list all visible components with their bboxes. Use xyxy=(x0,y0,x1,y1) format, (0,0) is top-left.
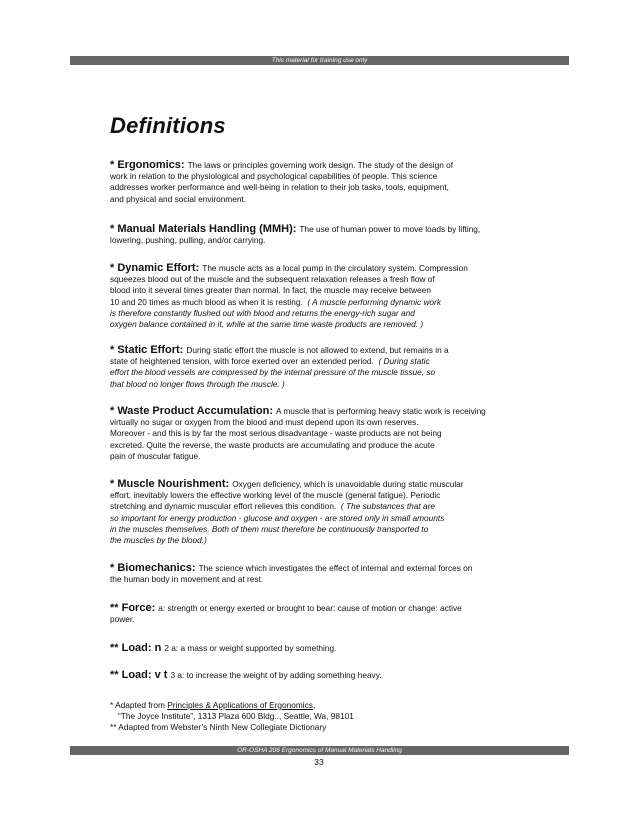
definition-text: blood into it several times greater than normal. In fact, the muscle may receive between xyxy=(110,285,431,296)
definition-text: power. xyxy=(110,614,135,625)
definition-text: pain of muscular fatigue. xyxy=(110,450,201,461)
definition-note: in the muscles themselves. Both of them must therefore be continuously transported to xyxy=(110,523,429,534)
definition-text: 3 a: to increase the weight of by adding something heavy. xyxy=(170,670,382,680)
definition-waste-product-accumulation xyxy=(110,406,530,462)
definition-note: oxygen balance contained in it, while at the same time waste products are removed. ) xyxy=(110,319,424,330)
definition-text: The muscle acts as a local pump in the circulatory system. Compression xyxy=(202,263,468,273)
definition-text: 10 and 20 times as much blood as when it is resting. xyxy=(110,296,303,307)
definition-note: the muscles by the blood.) xyxy=(110,535,207,546)
definition-text: state of heightened tension, with force exerted over an extended period. xyxy=(110,356,374,367)
term-label: ** Load: v t xyxy=(110,669,168,681)
header-band: This material for training use only xyxy=(70,56,569,65)
definition-mmh xyxy=(110,224,530,246)
page-number: 33 xyxy=(314,757,324,767)
definition-text: During static effort the muscle is not allowed to extend, but remains in a xyxy=(186,345,449,355)
term-label: * Dynamic Effort: xyxy=(110,262,200,274)
definition-note: so important for energy production - glucose and oxygen - are stored only in small amounts xyxy=(110,512,445,523)
term-label: ** Load: n xyxy=(110,642,162,654)
definition-ergonomics xyxy=(110,160,530,205)
definition-dynamic-effort xyxy=(110,263,530,330)
footnote-text: “The Joyce Institute”, 1313 Plaza 600 Bldg.., Seattle, Wa, 98101 xyxy=(118,711,354,722)
term-label: ** Force: xyxy=(110,602,156,614)
page-title: Definitions xyxy=(110,113,226,138)
definition-text: excreted. Quite the reverse, the waste products are accumulating and produce the acute xyxy=(110,439,435,450)
term-label: * Manual Materials Handling (MMH): xyxy=(110,223,297,235)
definition-text: virtually no sugar or oxygen from the blood and must depend upon its own reserves. xyxy=(110,417,419,428)
definition-load-verb xyxy=(110,670,530,681)
definition-note: that blood no longer flows through the muscle. ) xyxy=(110,378,285,389)
definition-text: addresses worker performance and well-being in relation to their job tasks, tools, equipment, xyxy=(110,182,449,193)
definition-load-noun xyxy=(110,643,530,654)
footnote-source-title: Principles & Applications of Ergonomics xyxy=(167,700,313,710)
definition-text: The laws or principles governing work design. The study of the design of xyxy=(187,160,454,170)
definition-force xyxy=(110,603,530,625)
definition-static-effort xyxy=(110,345,530,390)
definition-note: ( A muscle performing dynamic work xyxy=(307,296,441,307)
definition-note: ( During static xyxy=(378,356,430,367)
definition-text: squeezes blood out of the muscle and the subsequent relaxation releases a fresh flow of xyxy=(110,274,435,285)
definition-text: and physical and social environment. xyxy=(110,193,247,204)
definition-text: lowering, pushing, pulling, and/or carrying. xyxy=(110,235,266,246)
definition-text: effort, inevitably lowers the effective working level of the muscle (general fatigue). Periodic xyxy=(110,490,441,501)
definition-text: a: strength or energy exerted or brought to bear: cause of motion or change: active xyxy=(158,603,462,613)
footnotes xyxy=(110,700,354,734)
term-label: * Waste Product Accumulation: xyxy=(110,405,273,417)
definition-text: The use of human power to move loads by lifting, xyxy=(299,224,481,234)
definition-text: work in relation to the physiological and psychological capabilities of people. This science xyxy=(110,171,438,182)
footnote-text: * Adapted from xyxy=(110,700,168,710)
footer-band: OR-OSHA 206 Ergonomics of Manual Materials Handling xyxy=(70,746,569,755)
definition-biomechanics xyxy=(110,563,530,585)
definition-text: Oxygen deficiency, which is unavoidable during static muscular xyxy=(232,479,464,489)
definition-text: 2 a: a mass or weight supported by something. xyxy=(164,643,337,653)
definition-note: is therefore constantly flushed out with blood and returns the energy-rich sugar and xyxy=(110,307,415,318)
term-label: * Muscle Nourishment: xyxy=(110,478,230,490)
definition-muscle-nourishment xyxy=(110,479,530,546)
term-label: * Ergonomics: xyxy=(110,159,185,171)
term-label: * Biomechanics: xyxy=(110,562,196,574)
footnote-text: , xyxy=(312,700,316,710)
definition-text: The science which investigates the effect of internal and external forces on xyxy=(198,563,473,573)
definition-text: Moreover - and this is by far the most serious disadvantage - waste products are not being xyxy=(110,428,442,439)
definition-note: ( The substances that are xyxy=(340,501,435,512)
definition-note: effort the blood vessels are compressed by the internal pressure of the muscle tissue, so xyxy=(110,367,436,378)
term-label: * Static Effort: xyxy=(110,344,184,356)
definition-text: stretching and dynamic muscular effort relieves this condition. xyxy=(110,501,337,512)
definition-text: the human body in movement and at rest. xyxy=(110,574,264,585)
definition-text: A muscle that is performing heavy static work is receiving xyxy=(275,406,486,416)
footnote-text: ** Adapted from Webster’s Ninth New Collegiate Dictionary xyxy=(110,722,327,733)
